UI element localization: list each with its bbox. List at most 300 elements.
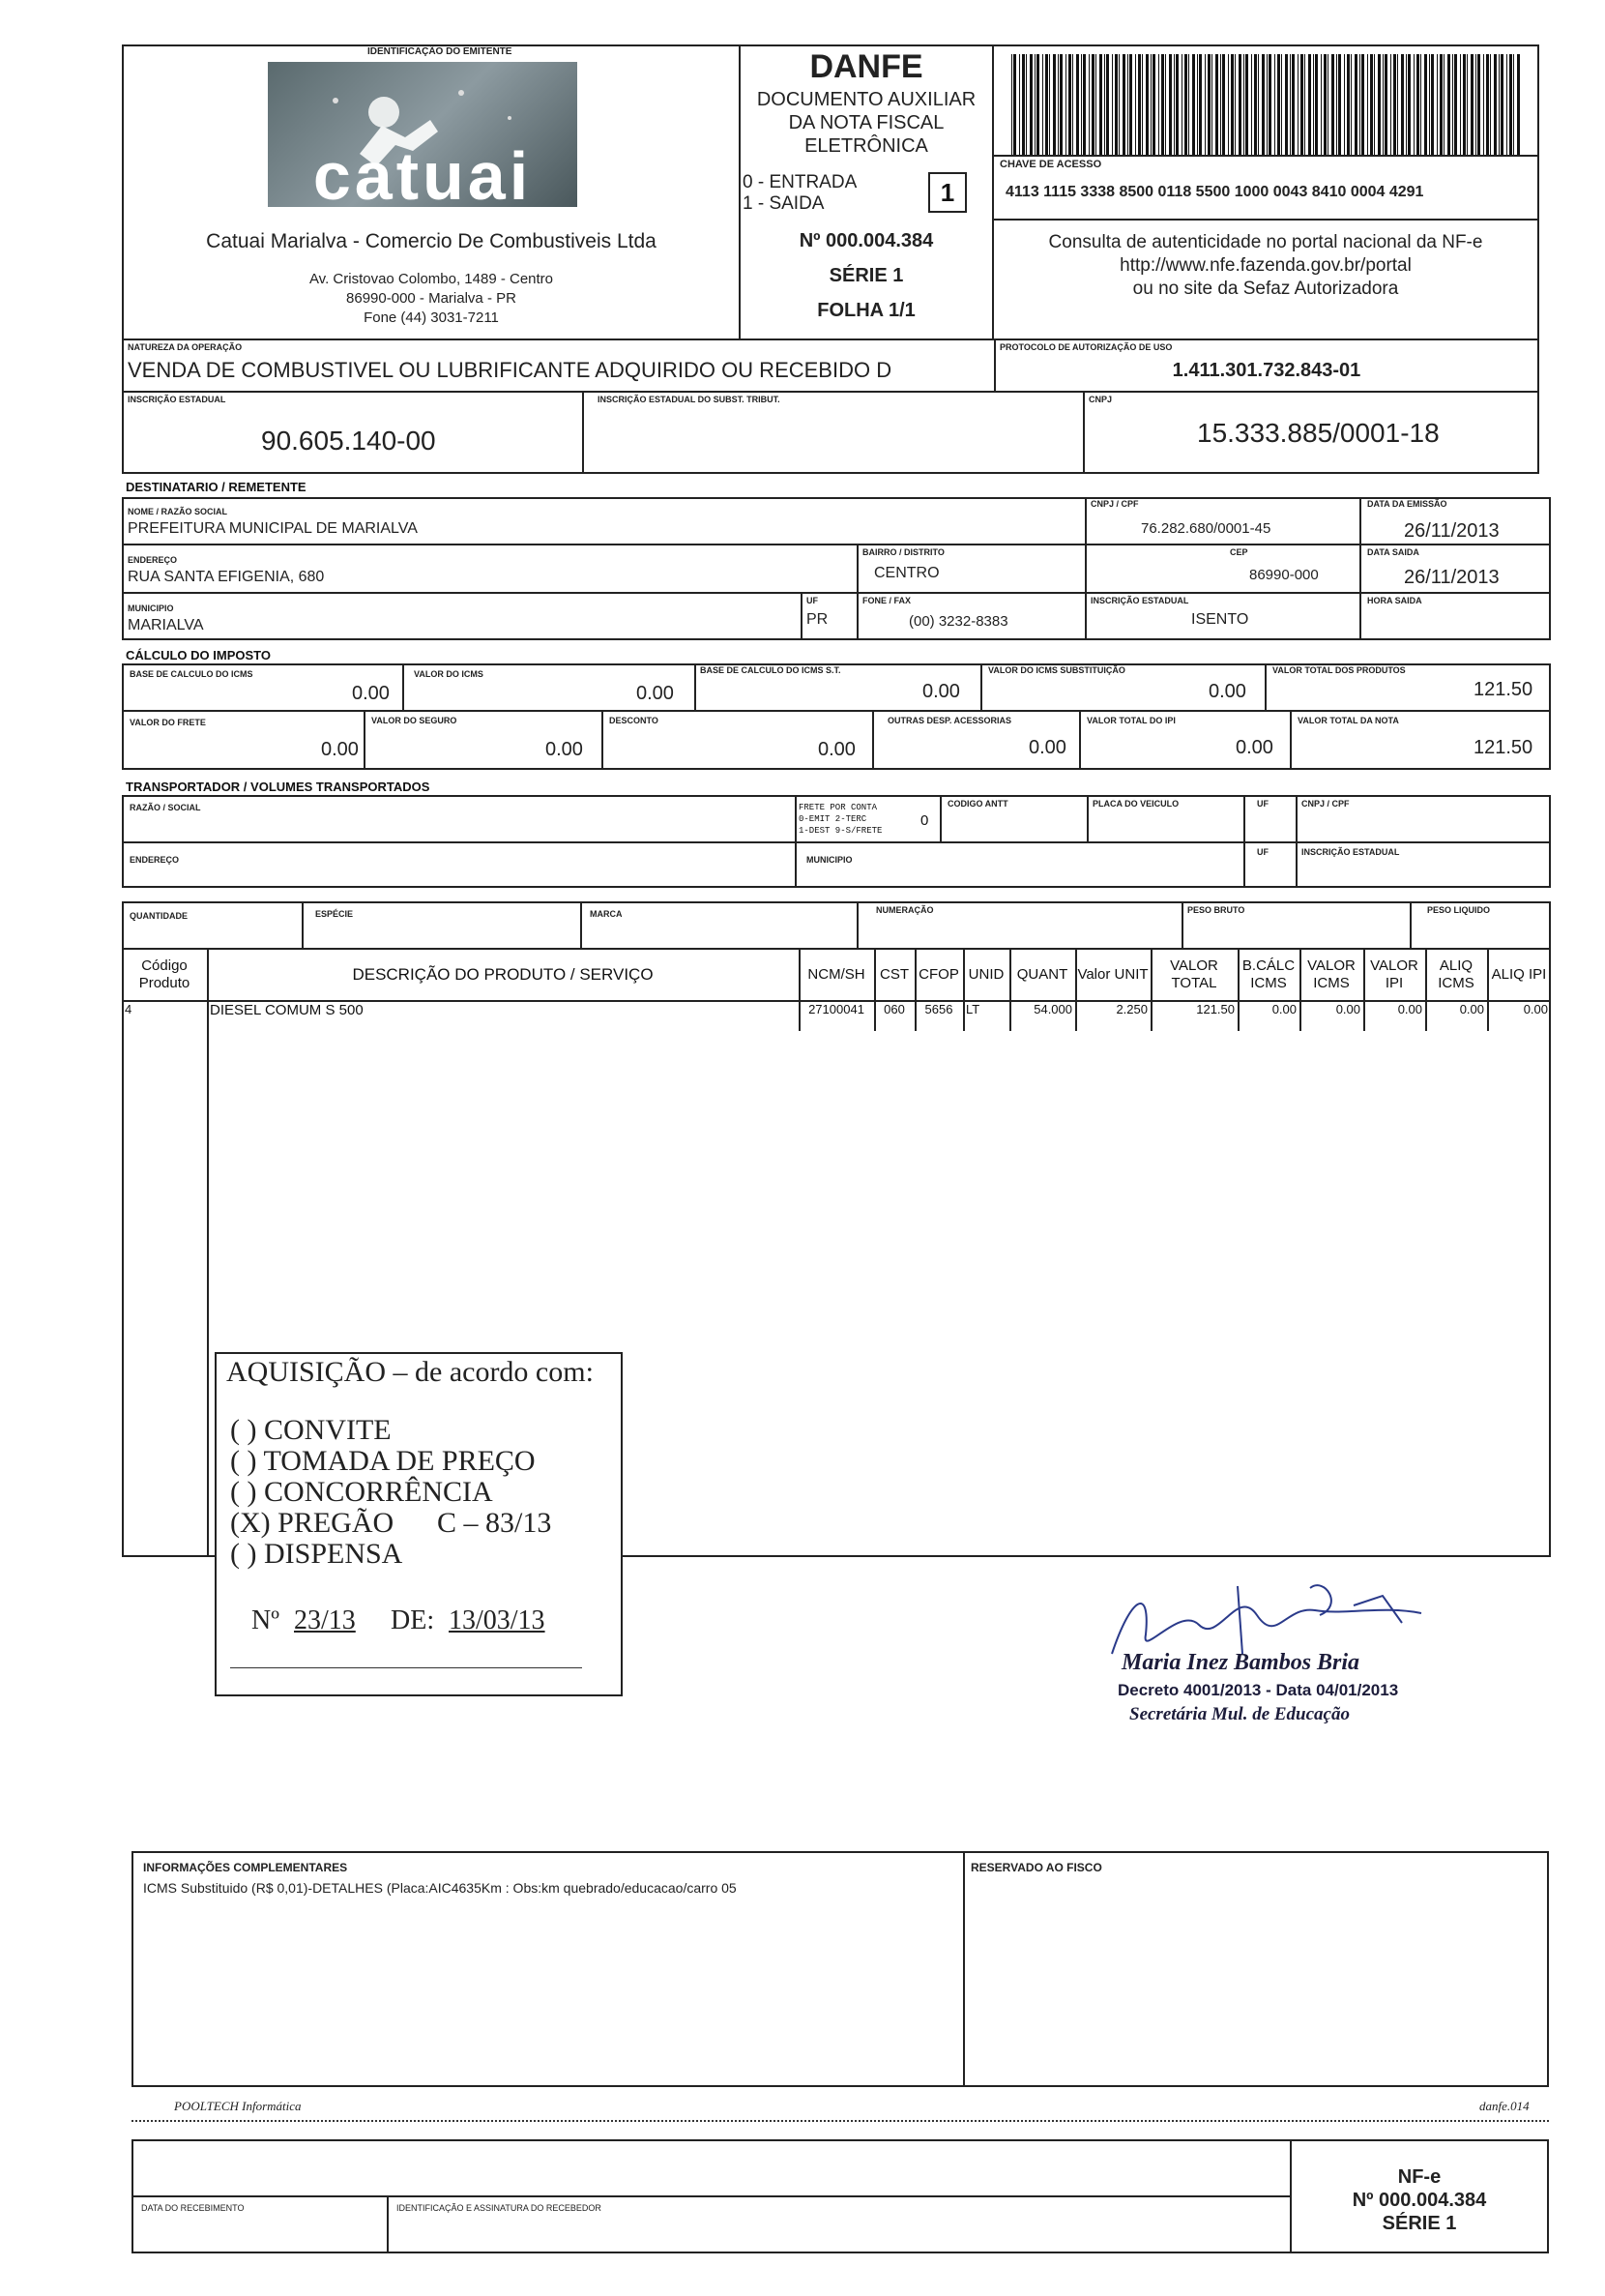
danfe-serie: SÉRIE 1: [829, 265, 904, 286]
items-header-cell: B.CÁLC ICMS: [1241, 957, 1296, 991]
barcode-bar: [1188, 54, 1189, 155]
barcode-bar: [1367, 54, 1368, 155]
barcode-bar: [1486, 54, 1489, 155]
barcode-bar: [1176, 54, 1179, 155]
barcode-bar: [1351, 54, 1352, 155]
items-header-cell: NCM/SH: [807, 966, 865, 983]
stamp-tomada: ( ) TOMADA DE PREÇO: [230, 1445, 536, 1477]
tax-total-nota: 121.50: [1474, 737, 1533, 758]
items-cell: LT: [966, 1002, 980, 1016]
receipt-serie: SÉRIE 1: [1382, 2213, 1457, 2234]
tax-row-divider: [122, 710, 1551, 712]
barcode-bar: [1035, 54, 1036, 155]
transport-col-peso-liquido: [1410, 901, 1412, 950]
barcode-bar: [1022, 54, 1025, 155]
transport-marca-label: MARCA: [590, 909, 623, 919]
danfe-subtitle-2: DA NOTA FISCAL: [788, 112, 945, 133]
barcode-bar: [1192, 54, 1195, 155]
barcode-bar: [1235, 54, 1236, 155]
recipient-col-cnpj: [1085, 497, 1087, 640]
recipient-section-title: DESTINATARIO / REMETENTE: [126, 480, 306, 494]
recipient-box: [122, 497, 1551, 640]
tax-bc-st: 0.00: [922, 681, 960, 702]
barcode-bar: [1277, 54, 1280, 155]
barcode-bar: [1401, 54, 1404, 155]
barcode-bar: [1440, 54, 1443, 155]
tax-icms-label: VALOR DO ICMS: [414, 669, 483, 679]
danfe-title: DANFE: [809, 48, 923, 85]
transport-quantidade-label: QUANTIDADE: [130, 911, 188, 921]
tax-icms-st-label: VALOR DO ICMS SUBSTITUIÇÃO: [988, 665, 1125, 675]
recipient-municipio: MARIALVA: [128, 617, 204, 633]
items-header-cell: Código Produto: [138, 957, 190, 991]
ie-st-label: INSCRIÇÃO ESTADUAL DO SUBST. TRIBUT.: [598, 395, 780, 404]
tax-seguro-label: VALOR DO SEGURO: [371, 716, 457, 725]
items-header-cell: Valor UNIT: [1077, 966, 1149, 983]
recipient-hora-label: HORA SAIDA: [1367, 596, 1422, 605]
barcode-bar: [1169, 54, 1172, 155]
danfe-saida: 1 - SAIDA: [743, 193, 825, 214]
tax-total-prod-label: VALOR TOTAL DOS PRODUTOS: [1272, 665, 1406, 675]
barcode-bar: [1300, 54, 1303, 155]
transport-uf-label: UF: [1257, 799, 1269, 809]
barcode-bar: [1406, 54, 1407, 155]
barcode-bar: [1262, 54, 1265, 155]
transport-frete-1: FRETE POR CONTA: [799, 803, 878, 812]
tax-total-nota-label: VALOR TOTAL DA NOTA: [1298, 716, 1399, 725]
items-cell: 2.250: [1116, 1002, 1148, 1016]
consult-line-1: Consulta de autenticidade no portal nacional da NF-e: [1048, 232, 1483, 252]
tax-frete: 0.00: [321, 739, 359, 760]
barcode-bar: [1165, 54, 1166, 155]
tax-col-1: [402, 663, 404, 710]
recipient-fone: (00) 3232-8383: [909, 613, 1008, 630]
complementary-text: ICMS Substituido (R$ 0,01)-DETALHES (Placa:AIC4635Km : Obs:km quebrado/educacao/carro 05: [143, 1880, 737, 1896]
barcode: [1009, 54, 1522, 161]
barcode-bar: [1383, 54, 1384, 155]
transport-uf2-label: UF: [1257, 847, 1269, 857]
items-cell: 4: [125, 1002, 132, 1016]
transport-frete-value: 0: [920, 812, 929, 829]
recipient-name: PREFEITURA MUNICIPAL DE MARIALVA: [128, 520, 418, 537]
recipient-fone-label: FONE / FAX: [862, 596, 912, 605]
barcode-bar: [1467, 54, 1468, 155]
items-cell: 0.00: [1397, 1002, 1422, 1016]
stamp-num: 23/13: [294, 1605, 356, 1635]
tax-col-9: [1290, 710, 1292, 770]
barcode-bar: [1138, 54, 1141, 155]
recipient-cnpj: 76.282.680/0001-45: [1141, 520, 1271, 537]
barcode-bar: [1499, 54, 1500, 155]
barcode-bar: [1447, 54, 1450, 155]
recipient-row-2: [122, 592, 1551, 594]
barcode-bar: [1153, 54, 1155, 155]
barcode-bar: [1304, 54, 1305, 155]
barcode-bar: [1424, 54, 1427, 155]
barcode-bar: [1112, 54, 1113, 155]
barcode-bar: [1060, 54, 1063, 155]
items-cell: 121.50: [1196, 1002, 1235, 1016]
transport-peso-liquido-label: PESO LIQUIDO: [1427, 905, 1491, 915]
barcode-bar: [1475, 54, 1476, 155]
complementary-label: INFORMAÇÕES COMPLEMENTARES: [143, 1861, 348, 1874]
tax-icms: 0.00: [636, 683, 674, 704]
barcode-bar: [1184, 54, 1187, 155]
danfe-entrada: 0 - ENTRADA: [743, 172, 858, 192]
stamp-signature-line: [230, 1667, 582, 1668]
barcode-bar: [1197, 54, 1198, 155]
tax-seguro: 0.00: [545, 739, 583, 760]
transport-numeracao-label: NUMERAÇÃO: [876, 905, 934, 915]
barcode-bar: [1092, 54, 1094, 155]
emitter-city: 86990-000 - Marialva - PR: [346, 290, 516, 307]
transport-antt-label: CODIGO ANTT: [948, 799, 1008, 809]
barcode-bar: [1158, 54, 1159, 155]
items-cell: 0.00: [1459, 1002, 1484, 1016]
barcode-bar: [1095, 54, 1096, 155]
items-header-cell: ALIQ IPI: [1491, 966, 1547, 983]
cnpj-value: 15.333.885/0001-18: [1197, 418, 1440, 448]
barcode-bar: [1072, 54, 1073, 155]
barcode-bar: [1127, 54, 1128, 155]
tax-bc-st-label: BASE DE CALCULO DO ICMS S.T.: [700, 665, 841, 675]
stamp-pregao-code: C – 83/13: [437, 1507, 552, 1539]
barcode-bar: [1490, 54, 1491, 155]
items-header-cell: DESCRIÇÃO DO PRODUTO / SERVIÇO: [352, 965, 654, 984]
transport-col-especie: [302, 901, 304, 950]
logo-text: catuai: [312, 138, 533, 214]
barcode-bar: [1408, 54, 1411, 155]
barcode-bar: [1370, 54, 1373, 155]
receipt-date-label: DATA DO RECEBIMENTO: [141, 2203, 245, 2213]
barcode-bar: [1437, 54, 1438, 155]
items-header-cell: ALIQ ICMS: [1438, 957, 1474, 991]
barcode-bar: [1298, 54, 1299, 155]
barcode-bar: [1506, 54, 1507, 155]
items-header-cell: CST: [880, 966, 909, 983]
barcode-bar: [1146, 54, 1149, 155]
barcode-bar: [1019, 54, 1020, 155]
recipient-col-bairro: [857, 544, 859, 592]
transport-placa-label: PLACA DO VEICULO: [1093, 799, 1180, 809]
barcode-bar: [1104, 54, 1105, 155]
barcode-bar: [1068, 54, 1071, 155]
barcode-bar: [1135, 54, 1136, 155]
tax-desconto: 0.00: [818, 739, 856, 760]
transport-col-frete: [795, 795, 797, 843]
barcode-bar: [1431, 54, 1434, 155]
transport-col-ie: [1296, 841, 1298, 888]
emitter-section-label: IDENTIFICAÇÃO DO EMITENTE: [367, 46, 512, 57]
transport-col-peso-bruto: [1182, 901, 1183, 950]
tax-outras-label: OUTRAS DESP. ACESSORIAS: [888, 716, 1012, 725]
barcode-bar: [1517, 54, 1520, 155]
recipient-ie-label: INSCRIÇÃO ESTADUAL: [1091, 596, 1189, 605]
barcode-bar: [1245, 54, 1248, 155]
recipient-name-label: NOME / RAZÃO SOCIAL: [128, 507, 227, 516]
tax-col-7: [872, 710, 874, 770]
fisco-box: [963, 1851, 1549, 2087]
barcode-bar: [1065, 54, 1066, 155]
barcode-bar: [1081, 54, 1082, 155]
barcode-bar: [1151, 54, 1152, 155]
items-header-cell: CFOP: [919, 966, 959, 983]
barcode-bar: [1036, 54, 1039, 155]
recipient-uf: PR: [806, 611, 829, 628]
transport-peso-bruto-label: PESO BRUTO: [1187, 905, 1245, 915]
recipient-cnpj-label: CNPJ / CPF: [1091, 499, 1139, 509]
barcode-bar: [1494, 54, 1497, 155]
transport-col-municipio: [795, 841, 797, 888]
ie-label: INSCRIÇÃO ESTADUAL: [128, 395, 226, 404]
recipient-col-fone: [857, 592, 859, 640]
danfe-subtitle-3: ELETRÔNICA: [804, 135, 928, 157]
footer-code: danfe.014: [1479, 2099, 1530, 2113]
receipt-nfe: NF-e: [1397, 2166, 1442, 2188]
receipt-id-label: IDENTIFICAÇÃO E ASSINATURA DO RECEBEDOR: [396, 2203, 601, 2213]
items-header-cell: UNID: [968, 966, 1005, 983]
barcode-bar: [1205, 54, 1206, 155]
transport-col-cnpj: [1296, 795, 1298, 843]
recipient-col-date: [1359, 497, 1361, 640]
transport-cnpj-label: CNPJ / CPF: [1301, 799, 1350, 809]
barcode-bar: [1324, 54, 1327, 155]
recipient-col-uf: [801, 592, 802, 640]
transport-frete-2: 0-EMIT 2-TERC: [799, 814, 867, 824]
transport-col-uf: [1243, 795, 1245, 843]
barcode-bar: [1315, 54, 1318, 155]
stamp-de-label: DE:: [391, 1605, 435, 1635]
items-header-cell: VALOR ICMS: [1307, 957, 1356, 991]
barcode-bar: [1397, 54, 1398, 155]
consult-line-3: ou no site da Sefaz Autorizadora: [1132, 279, 1399, 299]
recipient-emissao: 26/11/2013: [1404, 520, 1500, 542]
barcode-bar: [1290, 54, 1291, 155]
barcode-bar: [1129, 54, 1132, 155]
barcode-bar: [1347, 54, 1350, 155]
barcode-bar: [1053, 54, 1056, 155]
recipient-bairro: CENTRO: [874, 565, 940, 581]
barcode-bar: [1313, 54, 1314, 155]
signature-decree: Decreto 4001/2013 - Data 04/01/2013: [1118, 1681, 1399, 1699]
items-cell: 27100041: [808, 1002, 864, 1016]
barcode-bar: [1355, 54, 1357, 155]
receipt-divider: [131, 2195, 1292, 2197]
barcode-bar: [1344, 54, 1345, 155]
barcode-bar: [1254, 54, 1257, 155]
items-cell: 54.000: [1034, 1002, 1072, 1016]
transport-endereco-label: ENDEREÇO: [130, 855, 180, 865]
signature-name: Maria Inez Bambos Bria: [1122, 1650, 1360, 1675]
barcode-bar: [1374, 54, 1375, 155]
barcode-bar: [1274, 54, 1275, 155]
transport-col-placa: [1087, 795, 1089, 843]
barcode-bar: [1161, 54, 1164, 155]
emitter-name: Catuai Marialva - Comercio De Combustiveis Ltda: [206, 230, 657, 252]
barcode-bar: [1429, 54, 1430, 155]
danfe-subtitle-1: DOCUMENTO AUXILIAR: [756, 89, 977, 110]
barcode-bar: [1030, 54, 1033, 155]
barcode-bar: [1463, 54, 1466, 155]
recipient-cep-label: CEP: [1230, 547, 1248, 557]
transport-col-numeracao: [857, 901, 859, 950]
barcode-bar: [1115, 54, 1118, 155]
recipient-emissao-label: DATA DA EMISSÃO: [1367, 499, 1447, 509]
barcode-bar: [1321, 54, 1322, 155]
recipient-bairro-label: BAIRRO / DISTRITO: [862, 547, 945, 557]
stamp-convite: ( ) CONVITE: [230, 1414, 392, 1446]
access-key: 4113 1115 3338 8500 0118 5500 1000 0043 8410 0004 4291: [1006, 184, 1424, 200]
items-cell: 060: [884, 1002, 905, 1016]
stamp-num-label: Nº: [251, 1605, 279, 1635]
barcode-bar: [1338, 54, 1341, 155]
barcode-bar: [1359, 54, 1360, 155]
barcode-bar: [1509, 54, 1512, 155]
items-header-cell: VALOR IPI: [1370, 957, 1418, 991]
stamp-pregao: (X) PREGÃO: [230, 1507, 394, 1539]
fisco-label: RESERVADO AO FISCO: [971, 1861, 1102, 1874]
barcode-bar: [1089, 54, 1090, 155]
access-key-label: CHAVE DE ACESSO: [1000, 159, 1102, 170]
barcode-bar: [1211, 54, 1212, 155]
barcode-bar: [1281, 54, 1282, 155]
barcode-bar: [1471, 54, 1474, 155]
recipient-municipio-label: MUNICIPIO: [128, 603, 174, 613]
barcode-bar: [1251, 54, 1252, 155]
transport-col-antt: [940, 795, 942, 843]
tax-outras: 0.00: [1029, 737, 1066, 758]
items-cell: 0.00: [1271, 1002, 1297, 1016]
protocolo-label: PROTOCOLO DE AUTORIZAÇÃO DE USO: [1000, 342, 1173, 352]
barcode-bar: [1049, 54, 1050, 155]
tax-icms-st: 0.00: [1209, 681, 1246, 702]
tax-col-2: [694, 663, 696, 710]
barcode-bar: [1460, 54, 1461, 155]
transport-especie-label: ESPÉCIE: [315, 909, 354, 919]
stamp-dispensa: ( ) DISPENSA: [230, 1538, 403, 1570]
company-logo: [268, 62, 577, 214]
recipient-address-label: ENDEREÇO: [128, 555, 178, 565]
transport-municipio-label: MUNICIPIO: [806, 855, 853, 865]
danfe-tipo-box: 1: [928, 172, 967, 213]
tax-col-8: [1079, 710, 1081, 770]
items-col-divider: [207, 948, 209, 1557]
consult-line-2: http://www.nfe.fazenda.gov.br/portal: [1120, 255, 1412, 276]
recipient-cep: 86990-000: [1249, 567, 1319, 583]
tax-col-5: [364, 710, 365, 770]
barcode-bar: [1042, 54, 1043, 155]
barcode-bar: [1385, 54, 1387, 155]
barcode-bar: [1483, 54, 1484, 155]
barcode-bar: [1390, 54, 1391, 155]
recipient-address: RUA SANTA EFIGENIA, 680: [128, 569, 325, 585]
barcode-bar: [1452, 54, 1453, 155]
access-divider: [992, 155, 1539, 157]
natureza-value: VENDA DE COMBUSTIVEL OU LUBRIFICANTE ADQUIRIDO OU RECEBIDO D: [128, 358, 892, 382]
signature-role: Secretária Mul. de Educação: [1129, 1704, 1350, 1724]
barcode-bar: [1199, 54, 1202, 155]
tax-col-6: [601, 710, 603, 770]
barcode-bar: [1454, 54, 1457, 155]
transport-col-uf2: [1243, 841, 1245, 888]
cut-line: [131, 2120, 1549, 2122]
natureza-label: NATUREZA DA OPERAÇÃO: [128, 342, 243, 352]
footer-software: POOLTECH Informática: [174, 2099, 302, 2113]
recipient-saida-label: DATA SAIDA: [1367, 547, 1419, 557]
tax-col-4: [1265, 663, 1267, 710]
barcode-bar: [1231, 54, 1234, 155]
barcode-bar: [1477, 54, 1480, 155]
recipient-ie: ISENTO: [1191, 611, 1249, 628]
barcode-bar: [1239, 54, 1241, 155]
receipt-col: [387, 2195, 389, 2253]
barcode-bar: [1393, 54, 1396, 155]
barcode-bar: [1220, 54, 1221, 155]
barcode-bar: [1361, 54, 1364, 155]
barcode-bar: [1083, 54, 1086, 155]
barcode-bar: [1420, 54, 1421, 155]
barcode-bar: [1215, 54, 1218, 155]
access-divider-2: [992, 219, 1539, 221]
barcode-bar: [1501, 54, 1503, 155]
recipient-uf-label: UF: [806, 596, 818, 605]
items-cell: 0.00: [1335, 1002, 1360, 1016]
tax-total-prod: 121.50: [1474, 679, 1533, 700]
barcode-bar: [1285, 54, 1288, 155]
barcode-bar: [1416, 54, 1419, 155]
transport-frete-3: 1-DEST 9-S/FRETE: [799, 826, 883, 836]
barcode-bar: [1269, 54, 1271, 155]
barcode-bar: [1119, 54, 1120, 155]
barcode-bar: [1513, 54, 1514, 155]
recipient-row-1: [122, 544, 1551, 545]
items-header-cell: VALOR TOTAL: [1170, 957, 1218, 991]
barcode-bar: [1267, 54, 1268, 155]
barcode-bar: [1045, 54, 1048, 155]
tax-frete-label: VALOR DO FRETE: [130, 718, 206, 727]
danfe-folha: FOLHA 1/1: [817, 300, 916, 321]
items-cell: DIESEL COMUM S 500: [210, 1002, 364, 1018]
barcode-bar: [1258, 54, 1259, 155]
transport-razao-label: RAZÃO / SOCIAL: [130, 803, 201, 812]
items-header-cell: QUANT: [1016, 966, 1068, 983]
barcode-bar: [1106, 54, 1109, 155]
barcode-bar: [1228, 54, 1229, 155]
tax-section-title: CÁLCULO DO IMPOSTO: [126, 648, 271, 662]
ie-value: 90.605.140-00: [261, 426, 436, 456]
barcode-bar: [1123, 54, 1125, 155]
receipt-numero: Nº 000.004.384: [1352, 2190, 1487, 2211]
barcode-bar: [1378, 54, 1381, 155]
items-cell: 5656: [924, 1002, 953, 1016]
transport-col-marca: [580, 901, 582, 950]
barcode-bar: [1308, 54, 1311, 155]
barcode-bar: [1336, 54, 1337, 155]
emitter-address: Av. Cristovao Colombo, 1489 - Centro: [308, 271, 554, 287]
barcode-bar: [1099, 54, 1102, 155]
barcode-bar: [1013, 54, 1016, 155]
barcode-bar: [1058, 54, 1059, 155]
tax-col-3: [980, 663, 982, 710]
barcode-bar: [1026, 54, 1027, 155]
barcode-bar: [1011, 54, 1012, 155]
tax-bc-icms: 0.00: [352, 683, 390, 704]
tax-ipi-label: VALOR TOTAL DO IPI: [1087, 716, 1176, 725]
barcode-bar: [1174, 54, 1175, 155]
tax-desconto-label: DESCONTO: [609, 716, 658, 725]
barcode-bar: [1292, 54, 1295, 155]
barcode-bar: [1208, 54, 1211, 155]
